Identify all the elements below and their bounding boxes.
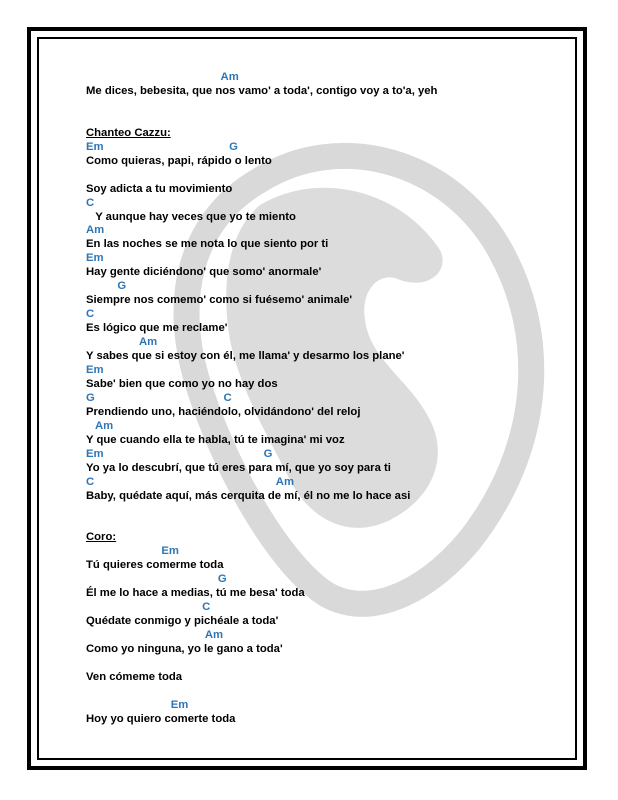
lyric-line: Baby, quédate aquí, más cerquita de mí, él no me lo hace asi bbox=[86, 489, 411, 502]
lyric-line: Hoy yo quiero comerte toda bbox=[86, 712, 236, 725]
lyric-line: Como quieras, papi, rápido o lento bbox=[86, 154, 272, 167]
lyric-line: Siempre nos comemo' como si fuésemo' animale' bbox=[86, 294, 353, 307]
lyric-line: Prendiendo uno, haciéndolo, olvidándono' del reloj bbox=[86, 405, 361, 418]
chord-line: Em G bbox=[86, 140, 238, 153]
chord-line: Em G bbox=[86, 447, 273, 460]
chord-line: Am bbox=[86, 71, 239, 83]
chord-line: Am bbox=[86, 336, 158, 349]
lyric-line: Hay gente diciéndono' que somo' anormale' bbox=[86, 266, 322, 279]
chord-line: Am bbox=[86, 629, 224, 641]
chord-line: C bbox=[86, 308, 95, 321]
chord-line: Em bbox=[86, 252, 104, 265]
lyric-line: Como yo ninguna, yo le gano a toda' bbox=[86, 642, 283, 655]
lyric-line: Y aunque hay veces que yo te miento bbox=[86, 210, 296, 223]
lyric-line: Tú quieres comerme toda bbox=[86, 559, 224, 572]
chord-line: Em bbox=[86, 698, 189, 711]
lyric-line: Sabe' bien que como yo no hay dos bbox=[86, 377, 278, 390]
chord-line: G bbox=[86, 280, 127, 293]
lyric-line: Soy adicta a tu movimiento bbox=[86, 182, 233, 195]
lyric-line: Y que cuando ella te habla, tú te imagina' mi voz bbox=[86, 433, 345, 446]
lyric-line: Quédate conmigo y pichéale a toda' bbox=[86, 615, 279, 628]
chord-line: G C bbox=[86, 391, 232, 404]
section-heading: Coro: bbox=[86, 531, 117, 544]
section-heading: Chanteo Cazzu: bbox=[86, 126, 171, 139]
chord-line: Am bbox=[86, 224, 105, 237]
chord-line: C bbox=[86, 601, 211, 614]
chord-line: G bbox=[86, 573, 227, 586]
chord-line: C bbox=[86, 196, 95, 209]
chord-line: Em bbox=[86, 363, 104, 376]
chord-line: Em bbox=[86, 545, 179, 558]
chord-line: C Am bbox=[86, 475, 294, 488]
chord-line: Am bbox=[86, 419, 114, 432]
lyric-line: Yo ya lo descubrí, que tú eres para mí, que yo soy para ti bbox=[86, 461, 391, 474]
lyric-line: En las noches se me nota lo que siento por ti bbox=[86, 238, 329, 251]
lyric-line: Es lógico que me reclame' bbox=[86, 322, 228, 335]
lyric-line: Y sabes que si estoy con él, me llama' y desarmo los plane' bbox=[86, 350, 405, 362]
lyric-line: Me dices, bebesita, que nos vamo' a toda', contigo voy a to'a, yeh bbox=[86, 84, 438, 97]
lyric-line: Ven cómeme toda bbox=[86, 670, 183, 683]
lyric-line: Él me lo hace a medias, tú me besa' toda bbox=[86, 587, 305, 600]
